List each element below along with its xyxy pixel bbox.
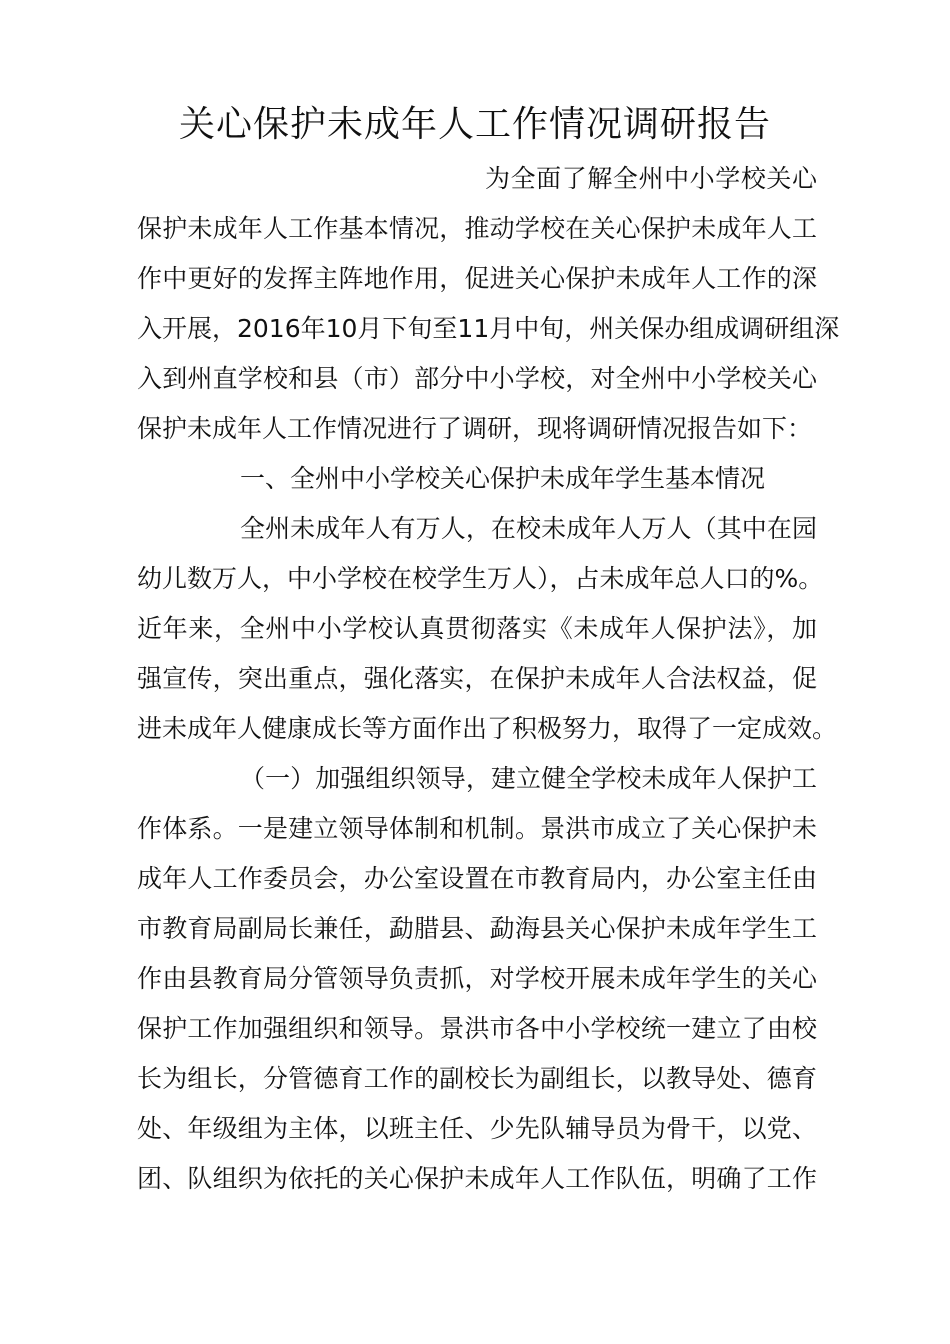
paragraph-line: 作由县教育局分管领导负责抓，对学校开展未成年学生的关心 <box>137 964 817 993</box>
paragraph-line: 为全面了解全州中小学校关心 <box>485 164 817 193</box>
subsection-heading-line: （一）加强组织领导，建立健全学校未成年人保护工 <box>240 764 817 793</box>
document-title: 关心保护未成年人工作情况调研报告 <box>178 104 771 145</box>
paragraph-line: 入到州直学校和县（市）部分中小学校，对全州中小学校关心 <box>137 364 817 393</box>
paragraph-line: 进未成年人健康成长等方面作出了积极努力，取得了一定成效。 <box>137 714 838 743</box>
paragraph-line: 幼儿数万人，中小学校在校学生万人），占未成年总人口的%。 <box>137 564 824 593</box>
paragraph-line: 市教育局副局长兼任，勐腊县、勐海县关心保护未成年学生工 <box>137 914 817 943</box>
paragraph-line: 保护未成年人工作情况进行了调研，现将调研情况报告如下： <box>137 414 813 443</box>
paragraph-line: 近年来，全州中小学校认真贯彻落实《未成年人保护法》，加 <box>137 614 817 643</box>
paragraph-line: 保护未成年人工作基本情况，推动学校在关心保护未成年人工 <box>137 214 817 243</box>
paragraph-line: 长为组长，分管德育工作的副校长为副组长，以教导处、德育 <box>137 1064 817 1093</box>
paragraph-line: 处、年级组为主体，以班主任、少先队辅导员为骨干，以党、 <box>137 1114 817 1143</box>
paragraph-line: 全州未成年人有万人，在校未成年人万人（其中在园 <box>240 514 817 543</box>
paragraph-line: 作中更好的发挥主阵地作用，促进关心保护未成年人工作的深 <box>137 264 817 293</box>
paragraph-line: 强宣传，突出重点，强化落实，在保护未成年人合法权益，促 <box>137 664 817 693</box>
paragraph-line: 入开展，2016年10月下旬至11月中旬，州关保办组成调研组深 <box>137 314 840 343</box>
paragraph-line: 团、队组织为依托的关心保护未成年人工作队伍，明确了工作 <box>137 1164 817 1193</box>
paragraph-line: 保护工作加强组织和领导。景洪市各中小学校统一建立了由校 <box>137 1014 817 1043</box>
section-heading: 一、全州中小学校关心保护未成年学生基本情况 <box>240 464 766 493</box>
paragraph-line: 作体系。一是建立领导体制和机制。景洪市成立了关心保护未 <box>137 814 817 843</box>
paragraph-line: 成年人工作委员会，办公室设置在市教育局内，办公室主任由 <box>137 864 817 893</box>
